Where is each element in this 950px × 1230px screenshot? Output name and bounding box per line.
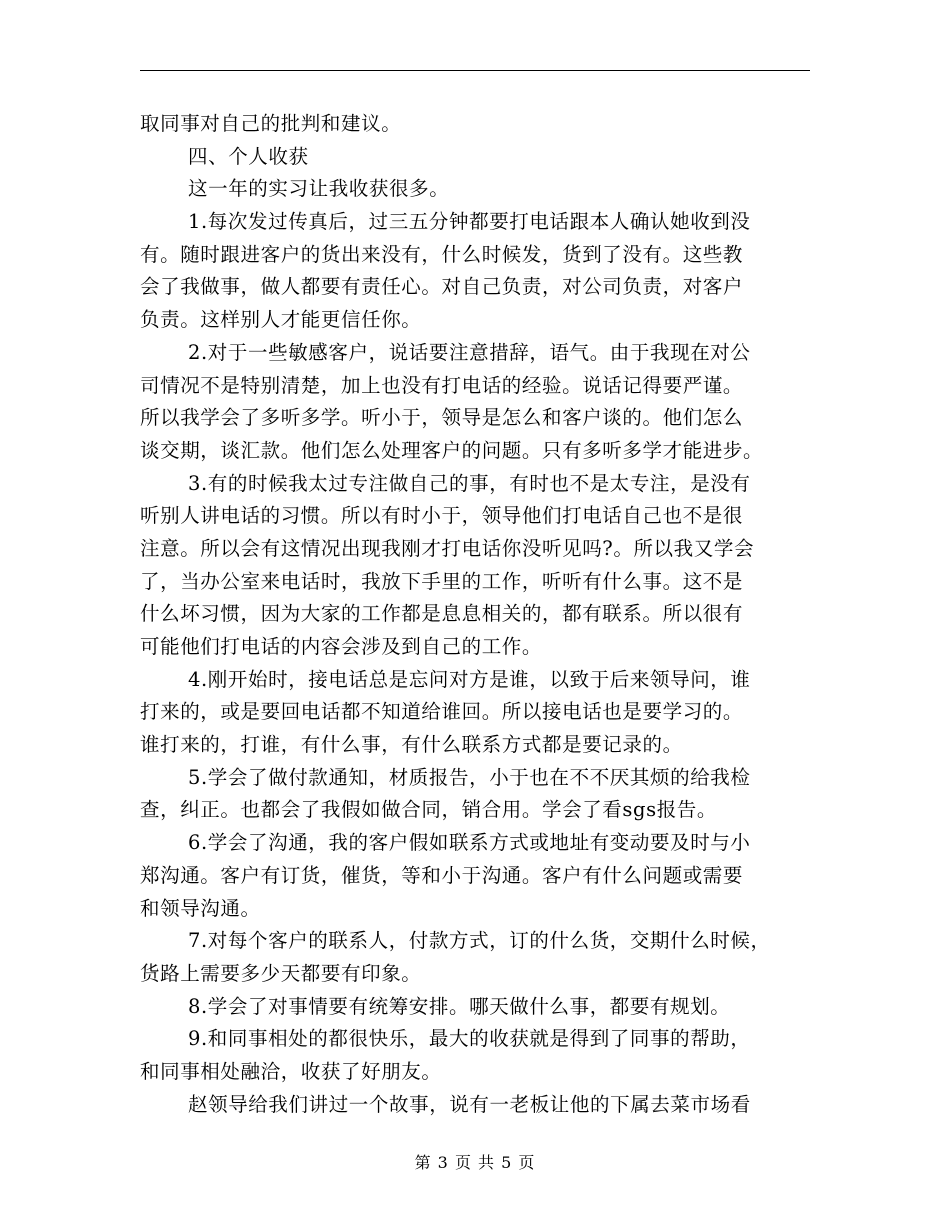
text-line: 8.学会了对事情要有统筹安排。哪天做什么事，都要有规划。 <box>188 994 731 1018</box>
text-line: 谁打来的，打谁，有什么事，有什么联系方式都是要记录的。 <box>140 733 683 757</box>
text-line: 1.每次发过传真后，过三五分钟都要打电话跟本人确认她收到没 <box>188 210 751 234</box>
text-line: 这一年的实习让我收获很多。 <box>188 177 450 201</box>
text-line: 什么坏习惯，因为大家的工作都是息息相关的，都有联系。所以很有 <box>140 602 744 626</box>
text-line: 货路上需要多少天都要有印象。 <box>140 961 422 985</box>
text-line: 可能他们打电话的内容会涉及到自己的工作。 <box>140 635 543 658</box>
text-line: 3.有的时候我太过专注做自己的事，有时也不是太专注，是没有 <box>188 471 751 495</box>
text-line: 取同事对自己的批判和建议。 <box>140 112 402 135</box>
text-line: 和同事相处融洽，收获了好朋友。 <box>140 1059 442 1083</box>
text-line: 郑沟通。客户有订货，催货，等和小于沟通。客户有什么问题或需要 <box>140 863 744 887</box>
text-line: 6.学会了沟通，我的客户假如联系方式或地址有变动要及时与小 <box>188 831 751 855</box>
text-line: 有。随时跟进客户的货出来没有，什么时候发，货到了没有。这些教 <box>140 242 744 266</box>
text-line: 7.对每个客户的联系人，付款方式，订的什么货，交期什么时候， <box>188 929 771 953</box>
document-body <box>140 108 810 1121</box>
text-line: 2.对于一些敏感客户，说话要注意措辞，语气。由于我现在对公 <box>188 340 751 364</box>
text-line: 赵领导给我们讲过一个故事，说有一老板让他的下属去菜市场看 <box>188 1092 751 1116</box>
header-rule <box>140 70 810 71</box>
text-line: 听别人讲电话的习惯。所以有时小于，领导他们打电话自己也不是很 <box>140 504 744 528</box>
text-line: 司情况不是特别清楚，加上也没有打电话的经验。说话记得要严谨。 <box>140 373 744 397</box>
text-line: 注意。所以会有这情况出现我刚才打电话你没听见吗?。所以我又学会 <box>140 536 755 560</box>
text-line: 和领导沟通。 <box>140 896 261 920</box>
text-line: 会了我做事，做人都要有责任心。对自己负责，对公司负责，对客户 <box>140 275 744 299</box>
text-line: 谈交期，谈汇款。他们怎么处理客户的问题。只有多听多学才能进步。 <box>140 438 764 462</box>
text-line: 查，纠正。也都会了我假如做合同，销合用。学会了看sgs报告。 <box>140 798 717 822</box>
text-line: 5.学会了做付款通知，材质报告，小于也在不不厌其烦的给我检 <box>188 765 751 789</box>
text-line: 负责。这样别人才能更信任你。 <box>140 308 422 332</box>
text-line: 打来的，或是要回电话都不知道给谁回。所以接电话也是要学习的。 <box>140 700 744 724</box>
text-line: 所以我学会了多听多学。听小于，领导是怎么和客户谈的。他们怎么 <box>140 406 744 430</box>
text-line: 四、个人收获 <box>188 144 309 168</box>
page-footer: 第 3 页 共 5 页 <box>414 1153 536 1172</box>
text-line: 4.刚开始时，接电话总是忘问对方是谁，以致于后来领导问，谁 <box>188 667 751 691</box>
text-line: 9.和同事相处的都很快乐，最大的收获就是得到了同事的帮助， <box>188 1027 751 1051</box>
text-line: 了，当办公室来电话时，我放下手里的工作，听听有什么事。这不是 <box>140 569 744 593</box>
